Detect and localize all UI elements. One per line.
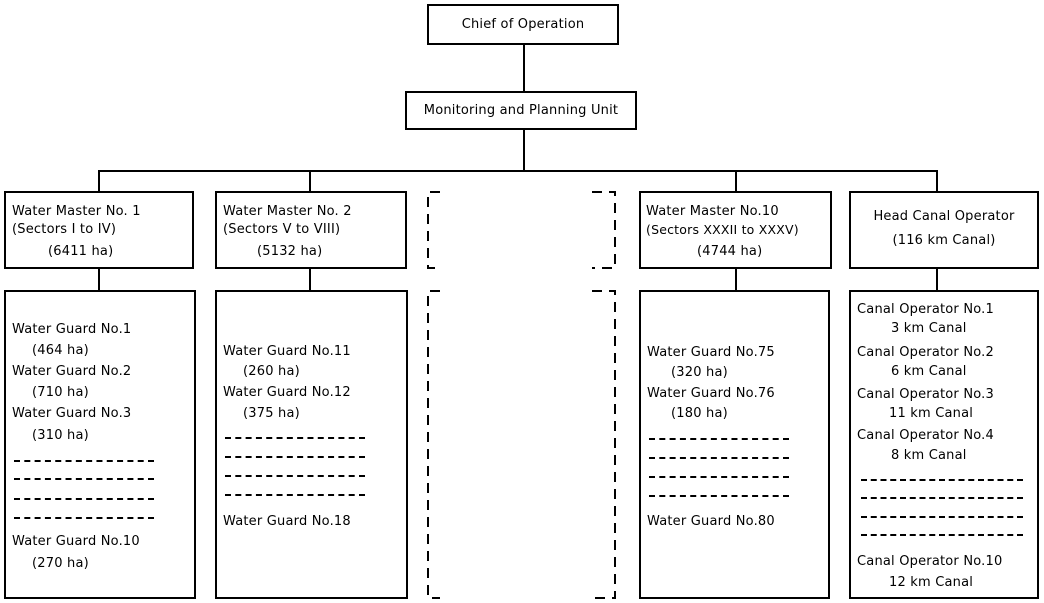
water-guard-10-name: Water Guard No.10 <box>12 534 140 549</box>
water-guard-76-area: (180 ha) <box>671 406 728 421</box>
water-guard-11-name: Water Guard No.11 <box>223 344 351 359</box>
bracket-right-upper <box>592 192 615 268</box>
water-master-1-sectors: (Sectors I to IV) <box>12 222 117 237</box>
canal-operator-3-length: 11 km Canal <box>889 406 974 421</box>
canal-operator-1-name: Canal Operator No.1 <box>857 302 994 317</box>
water-guard-18-name: Water Guard No.18 <box>223 514 351 529</box>
water-master-10-area: (4744 ha) <box>697 244 763 259</box>
water-guards-10-box <box>639 290 830 599</box>
monitoring-planning-unit-box <box>405 91 637 130</box>
water-master-10-sectors: (Sectors XXXII to XXXV) <box>646 222 799 237</box>
canal-operator-10-name: Canal Operator No.10 <box>857 554 1003 569</box>
water-master-2-sectors: (Sectors V to VIII) <box>223 222 341 237</box>
water-guard-1-area: (464 ha) <box>32 343 89 358</box>
omitted-row <box>649 457 789 459</box>
monitoring-planning-unit-label: Monitoring and Planning Unit <box>423 103 619 118</box>
water-master-2-title: Water Master No. 2 <box>223 204 352 219</box>
omitted-row <box>225 475 365 477</box>
omitted-row <box>861 534 1023 536</box>
head-canal-operator-title: Head Canal Operator <box>873 209 1015 224</box>
canal-operator-2-name: Canal Operator No.2 <box>857 345 994 360</box>
canal-operator-3-name: Canal Operator No.3 <box>857 387 994 402</box>
omitted-row <box>649 476 789 478</box>
water-guard-11-area: (260 ha) <box>243 364 300 379</box>
water-guard-2-name: Water Guard No.2 <box>12 364 132 379</box>
omitted-row <box>225 456 365 458</box>
canal-operator-1-length: 3 km Canal <box>891 321 967 336</box>
water-guard-12-area: (375 ha) <box>243 406 300 421</box>
omitted-row <box>649 495 789 497</box>
water-master-1-box <box>4 191 194 269</box>
water-master-10-title: Water Master No.10 <box>646 204 779 219</box>
omitted-row <box>14 460 154 462</box>
water-guard-12-name: Water Guard No.12 <box>223 385 351 400</box>
water-master-2-area: (5132 ha) <box>257 244 323 259</box>
canal-operator-2-length: 6 km Canal <box>891 364 967 379</box>
water-guard-75-name: Water Guard No.75 <box>647 345 775 360</box>
omitted-row <box>14 517 154 519</box>
omitted-row <box>14 498 154 500</box>
canal-operator-10-length: 12 km Canal <box>889 575 974 590</box>
water-guard-75-area: (320 ha) <box>671 365 728 380</box>
water-master-1-area: (6411 ha) <box>48 244 114 259</box>
bracket-right-lower <box>592 291 615 598</box>
water-guard-76-name: Water Guard No.76 <box>647 386 775 401</box>
bracket-left-lower <box>428 291 440 598</box>
water-guard-80-name: Water Guard No.80 <box>647 514 775 529</box>
water-guard-3-area: (310 ha) <box>32 428 89 443</box>
bracket-left-upper <box>428 192 440 268</box>
water-guard-2-area: (710 ha) <box>32 385 89 400</box>
water-master-1-title: Water Master No. 1 <box>12 204 141 219</box>
water-master-2-box <box>215 191 407 269</box>
omitted-row <box>14 478 154 480</box>
canal-operator-4-length: 8 km Canal <box>891 448 967 463</box>
omitted-row <box>649 438 789 440</box>
canal-operators-box <box>849 290 1039 599</box>
chief-of-operation-label: Chief of Operation <box>461 17 585 32</box>
water-guards-1-box <box>4 290 196 599</box>
omitted-row <box>225 494 365 496</box>
head-canal-operator-box <box>849 191 1039 269</box>
water-guard-1-name: Water Guard No.1 <box>12 322 132 337</box>
water-guard-3-name: Water Guard No.3 <box>12 406 132 421</box>
water-guard-10-area: (270 ha) <box>32 556 89 571</box>
head-canal-operator-length: (116 km Canal) <box>892 233 996 248</box>
omitted-row <box>861 479 1023 481</box>
omitted-row <box>861 516 1023 518</box>
water-guards-2-box <box>215 290 408 599</box>
canal-operator-4-name: Canal Operator No.4 <box>857 428 994 443</box>
chief-of-operation-box <box>427 4 619 45</box>
water-master-10-box <box>639 191 832 269</box>
omitted-row <box>861 497 1023 499</box>
omitted-row <box>225 437 365 439</box>
